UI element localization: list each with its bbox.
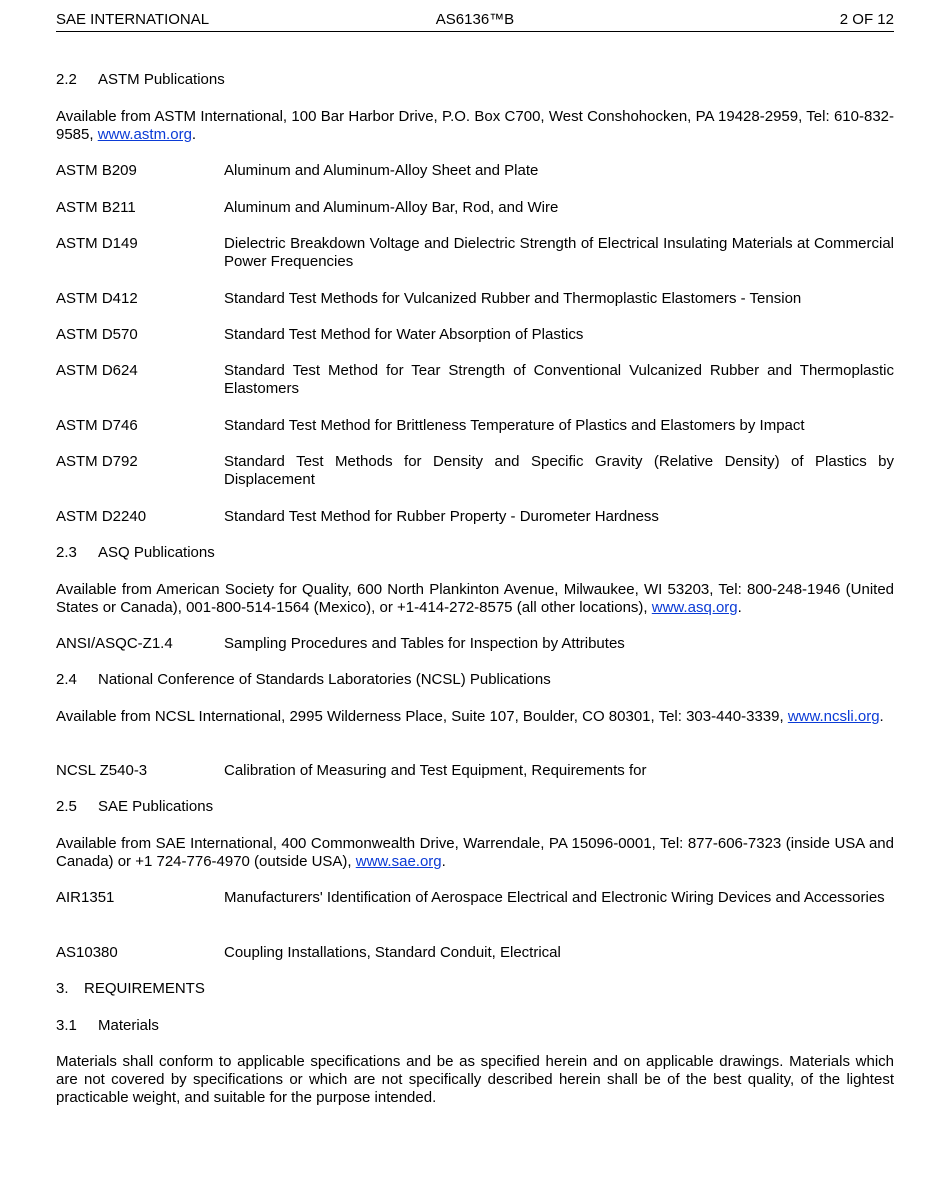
section-heading-2-5: 2.5 SAE Publications [56,798,214,815]
ncsl-availability: Available from NCSL International, 2995 Wilderness Place, Suite 107, Boulder, CO 80301, Tel: 303-440-3339, www.ncsli.org. [56,708,884,725]
header-page-number: 2 OF 12 [839,11,894,28]
reference-entry: ANSI/ASQC-Z1.4 Sampling Procedures and Tables for Inspection by Attributes [56,635,625,652]
reference-entry: NCSL Z540-3 Calibration of Measuring and Test Equipment, Requirements for [56,762,647,779]
sae-availability: Available from SAE International, 400 Commonwealth Drive, Warrendale, PA 15096-0001, Tel: 877-606-7323 (inside USA and Canada) or +1 724-776-4970 (outside USA), www.sae.org. [56,835,894,870]
sae-link[interactable]: www.sae.org [355,853,442,870]
asq-link[interactable]: www.asq.org [651,599,738,616]
header-doc-number: AS6136™B [435,11,515,28]
astm-availability: Available from ASTM International, 100 Bar Harbor Drive, P.O. Box C700, West Conshohocken, PA 19428-2959, Tel: 610-832-9585, www.astm.org. [56,108,894,143]
reference-entry: ASTM D149 Dielectric Breakdown Voltage and Dielectric Strength of Electrical Insulating Materials at Commercial Power Frequencies [56,235,894,270]
reference-entry: ASTM D2240 Standard Test Method for Rubber Property - Durometer Hardness [56,508,659,525]
reference-entry: ASTM D792 Standard Test Methods for Density and Specific Gravity (Relative Density) of Plastics by Displacement [56,453,894,488]
header-org: SAE INTERNATIONAL [56,11,210,28]
reference-entry: AIR1351 Manufacturers' Identification of Aerospace Electrical and Electronic Wiring Devices and Accessories [56,889,885,906]
reference-entry: ASTM D746 Standard Test Method for Brittleness Temperature of Plastics and Elastomers by Impact [56,417,805,434]
section-heading-2-2: 2.2 ASTM Publications [56,71,225,88]
asq-availability: Available from American Society for Quality, 600 North Plankinton Avenue, Milwaukee, WI 53203, Tel: 800-248-1946 (United States or Canada), 001-800-514-1564 (Mexico), or +1-414-272-8575 (all other locations), www.asq.org. [56,581,894,616]
ncsl-link[interactable]: www.ncsli.org [787,708,880,725]
page-header [56,11,894,32]
astm-link[interactable]: www.astm.org [97,126,192,143]
section-heading-2-4: 2.4 National Conference of Standards Laboratories (NCSL) Publications [56,671,551,688]
reference-entry: ASTM B209 Aluminum and Aluminum-Alloy Sheet and Plate [56,162,539,179]
reference-entry: ASTM D412 Standard Test Methods for Vulcanized Rubber and Thermoplastic Elastomers - Tension [56,290,802,307]
materials-paragraph: Materials shall conform to applicable specifications and be as specified herein and on applicable drawings. Materials which are not covered by specifications or which are not specifically described herein shall be of the best quality, of the lightest practicable weight, and suitable for the purpose intended. [56,1053,894,1106]
reference-entry: ASTM D624 Standard Test Method for Tear Strength of Conventional Vulcanized Rubber and Thermoplastic Elastomers [56,362,894,397]
section-heading-2-3: 2.3 ASQ Publications [56,544,215,561]
reference-entry: ASTM D570 Standard Test Method for Water Absorption of Plastics [56,326,584,343]
reference-entry: AS10380 Coupling Installations, Standard Conduit, Electrical [56,944,561,961]
reference-entry: ASTM B211 Aluminum and Aluminum-Alloy Bar, Rod, and Wire [56,199,559,216]
section-heading-3: 3. REQUIREMENTS [56,980,205,997]
section-heading-3-1: 3.1 Materials [56,1017,159,1034]
